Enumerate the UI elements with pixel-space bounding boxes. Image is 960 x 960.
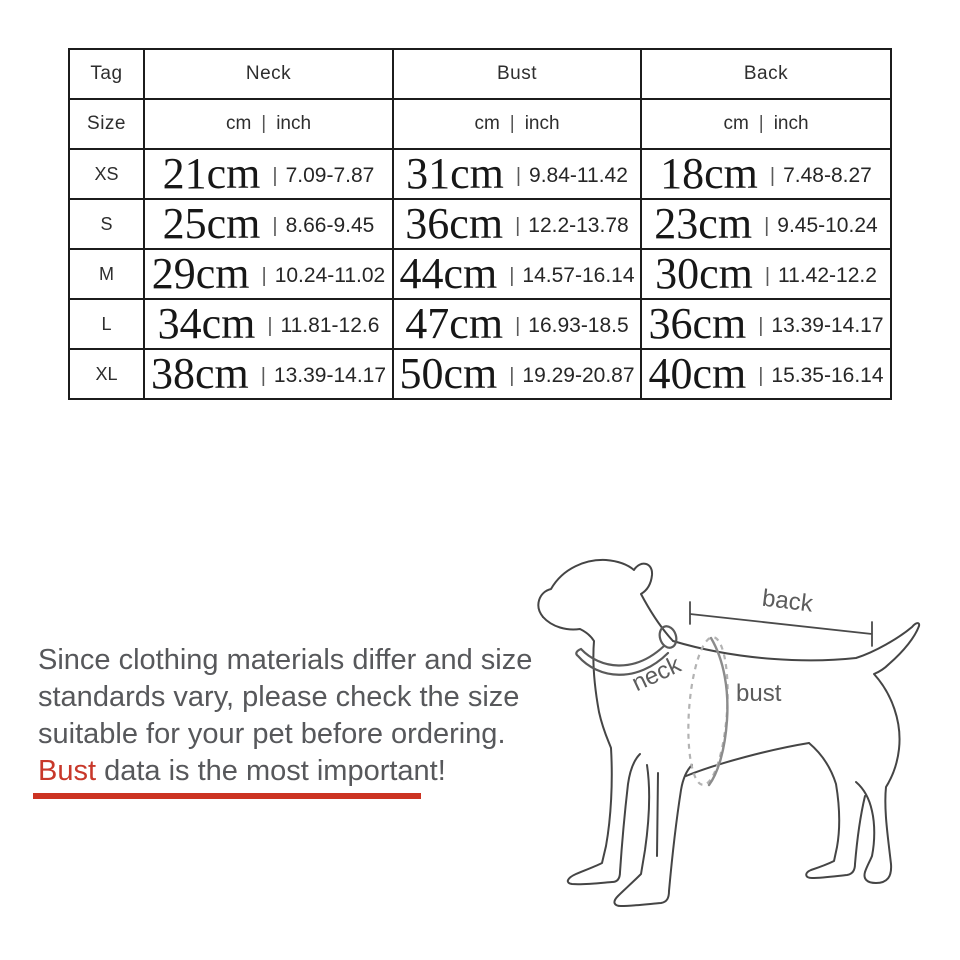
bust-highlight: Bust: [38, 755, 97, 787]
back-cell: [641, 299, 891, 349]
neck-cell: [144, 349, 393, 399]
size-label: XS: [69, 149, 144, 199]
cm-value: 36cm: [648, 299, 747, 348]
neck-cell: [144, 149, 393, 199]
corner-tag-cell: Tag: [69, 49, 144, 99]
table-row-s: [69, 199, 891, 249]
unit-cm: cm: [225, 113, 252, 134]
bust-cell: [393, 349, 641, 399]
unit-separator: |: [261, 113, 267, 134]
unit-inch: inch: [773, 113, 809, 134]
neck-cell: [144, 249, 393, 299]
table-row-xl: [69, 349, 891, 399]
cm-value: 21cm: [162, 149, 261, 198]
table-row-xs: [69, 149, 891, 199]
inch-value: 13.39-14.17: [273, 364, 387, 387]
dog-front-leg-inner-line: [657, 773, 658, 856]
separator: |: [764, 264, 771, 287]
unit-separator: |: [509, 113, 515, 134]
collar-end-loop: [657, 624, 679, 650]
inch-value: 9.45-10.24: [777, 214, 878, 237]
cm-value: 44cm: [399, 249, 498, 298]
dog-belly-line: [686, 743, 809, 776]
cm-value: 36cm: [405, 199, 504, 248]
cm-value: 29cm: [151, 249, 250, 298]
bust-label: bust: [736, 680, 782, 707]
unit-cell-back: [641, 99, 891, 149]
inch-value: 15.35-16.14: [771, 364, 884, 387]
note-line-3: suitable for your pet before ordering.: [38, 718, 506, 750]
table-row-m: [69, 249, 891, 299]
unit-cm: cm: [474, 113, 500, 134]
separator: |: [272, 214, 278, 237]
cm-value: 34cm: [157, 299, 256, 348]
back-cell: [641, 199, 891, 249]
separator: |: [260, 364, 266, 387]
cm-value: 23cm: [654, 199, 753, 248]
separator: |: [515, 164, 522, 187]
dog-diagram-svg: [520, 530, 940, 930]
inch-value: 19.29-20.87: [522, 364, 635, 387]
table-header-row: [69, 49, 891, 99]
cm-value: 47cm: [405, 299, 504, 348]
inch-value: 10.24-11.02: [274, 264, 386, 287]
separator: |: [267, 314, 273, 337]
inch-value: 12.2-13.78: [528, 214, 629, 237]
inch-value: 13.39-14.17: [771, 314, 884, 337]
corner-size-cell: Size: [69, 99, 144, 149]
red-underline: [33, 793, 421, 799]
dog-back-tail-outline: [673, 623, 919, 883]
unit-inch: inch: [524, 113, 560, 134]
inch-value: 7.09-7.87: [285, 164, 375, 187]
inch-value: 11.81-12.6: [280, 314, 380, 337]
inch-value: 11.42-12.2: [778, 264, 877, 287]
neck-cell: [144, 299, 393, 349]
column-header-back: Back: [641, 49, 891, 99]
separator: |: [509, 364, 515, 387]
inch-value: 8.66-9.45: [285, 214, 375, 237]
separator: |: [515, 214, 521, 237]
size-label: M: [69, 249, 144, 299]
back-cell: [641, 149, 891, 199]
bust-cell: [393, 199, 641, 249]
dog-far-front-leg: [614, 765, 692, 906]
cm-value: 18cm: [660, 149, 758, 198]
dog-near-hind-leg: [806, 743, 865, 878]
back-cell: [641, 349, 891, 399]
separator: |: [758, 364, 764, 387]
separator: |: [509, 264, 515, 287]
neck-label: neck: [627, 651, 686, 698]
unit-inch: inch: [276, 113, 312, 134]
column-header-bust: Bust: [393, 49, 641, 99]
table-row-l: [69, 299, 891, 349]
note-line-1: Since clothing materials differ and size: [38, 644, 533, 676]
inch-value: 9.84-11.42: [529, 164, 628, 187]
inch-value: 14.57-16.14: [522, 264, 635, 287]
inch-value: 16.93-18.5: [528, 314, 629, 337]
note-line-2: standards vary, please check the size: [38, 681, 520, 713]
back-cell: [641, 249, 891, 299]
cm-value: 30cm: [655, 249, 753, 298]
note-line-4: [38, 753, 518, 790]
cm-value: 40cm: [648, 349, 747, 398]
bust-cell: [393, 149, 641, 199]
size-table: [68, 48, 892, 400]
separator: |: [261, 264, 267, 287]
cm-value: 38cm: [150, 349, 249, 398]
size-label: S: [69, 199, 144, 249]
cm-value: 31cm: [406, 149, 504, 198]
sizing-note: [38, 642, 533, 790]
back-label: back: [760, 584, 815, 618]
inch-value: 7.48-8.27: [783, 164, 872, 187]
cm-value: 50cm: [399, 349, 498, 398]
separator: |: [769, 164, 776, 187]
bust-cell: [393, 249, 641, 299]
dog-measurement-diagram: [520, 530, 940, 930]
bust-cell: [393, 299, 641, 349]
unit-separator: |: [758, 113, 764, 134]
unit-cell-bust: [393, 99, 641, 149]
separator: |: [758, 314, 764, 337]
separator: |: [515, 314, 521, 337]
separator: |: [272, 164, 278, 187]
dog-head-outline: [538, 560, 673, 641]
table-unit-row: [69, 99, 891, 149]
cm-value: 25cm: [162, 199, 261, 248]
unit-cell-neck: [144, 99, 393, 149]
size-label: L: [69, 299, 144, 349]
note-line-4-rest: data is the most important!: [96, 755, 446, 787]
column-header-neck: Neck: [144, 49, 393, 99]
unit-cm: cm: [723, 113, 749, 134]
size-label: XL: [69, 349, 144, 399]
neck-cell: [144, 199, 393, 249]
separator: |: [764, 214, 770, 237]
